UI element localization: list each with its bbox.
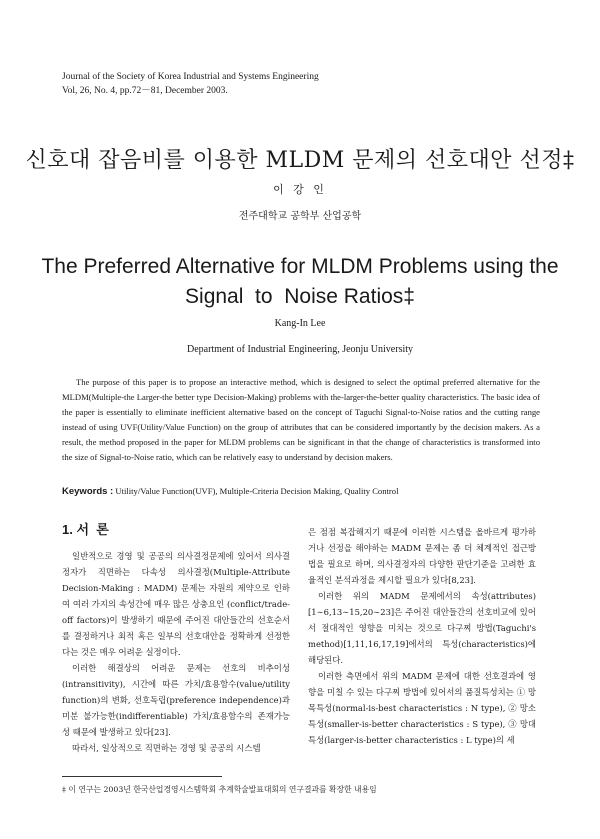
paragraph: 따라서, 일상적으로 직면하는 경영 및 공공의 시스템 xyxy=(72,743,261,753)
abstract: The purpose of this paper is to propose an interactive method, which is designed to select the optimal preferred alternative for the MLDM(Multiple-the Larger-the better type Decision-Making) problems with the-larger-the-better quality characteristics. The basic idea of the paper is essentially to eliminate inefficient alternative based on the concept of Taguchi Signal-to-Noise ratios and the cutting range instead of using UVF(Utility/Value Function) on the group of attributes that can be considered importantly by the decision makers. As a result, the method proposed in the paper for MLDM problems can be significant in that the change of characteristics is transformed into the size of Signal-to-Noise ratio, which can be relatively easy to understand by decision makers. xyxy=(62,377,540,462)
korean-author: 이 강 인 xyxy=(273,183,327,196)
keywords-text: Utility/Value Function(UVF), Multiple-Criteria Decision Making, Quality Control xyxy=(115,486,399,496)
keywords xyxy=(62,486,540,497)
right-column xyxy=(308,524,536,748)
journal-volume: Vol, 26, No. 4, pp.72－81, December 2003. xyxy=(62,86,228,96)
paragraph: 이러한 해결상의 어려운 문제는 선호의 비추이성 (intransitivity), 시간에 따른 가치/효용함수(value/utility function)의 변화, 선호독립(preference independence)과 미분 불가능한(indifferentiable) 가치/효용함수의 존재가능성 때문에 발생하고 있다[23]. xyxy=(62,663,290,737)
english-author: Kang-In Lee xyxy=(274,318,326,329)
paragraph: 이러한 위의 MADM 문제에서의 속성(attributes)[1∼6,13∼15,20∼23]은 주어진 대안들간의 선호비교에 있어서 절대적인 영향을 미치는 것으로 다구찌 방법(Taguchi's method)[1,11,16,17,19]에서의 특성(characteristics)에 해당된다. xyxy=(308,591,536,665)
english-title-line2: Signal to Noise Ratios‡ xyxy=(185,285,415,308)
section-heading: 1. 서 론 xyxy=(62,522,109,537)
journal-citation xyxy=(62,70,319,98)
paragraph: 이러한 측면에서 위의 MADM 문제에 대한 선호결과에 영향을 미칠 수 있는 다구찌 방법에 있어서의 품질특성치는 ① 망목특성(normal-is-best characteristics : N type), ② 망소특성(smaller-is-better characteristics : S type), ③ 망대특성(larger-is-better characteristics : L type)의 세 xyxy=(308,671,536,745)
english-title xyxy=(40,252,560,312)
english-affiliation: Department of Industrial Engineering, Jeonju University xyxy=(186,344,414,355)
journal-name: Journal of the Society of Korea Industrial and Systems Engineering xyxy=(62,72,319,82)
footnote-divider xyxy=(62,776,222,777)
paragraph: 일반적으로 경영 및 공공의 의사결정문제에 있어서 의사결정자가 직면하는 다속성 의사결정(Multiple-Attribute Decision-Making : MADM) 문제는 자원의 제약으로 인하여 여러 가지의 속성간에 매우 많은 상충요인 (conflict/trade-off factors)이 발생하기 때문에 주어진 대안들간의 선호순서를 결정하거나 최적 혹은 일부의 선호대안을 정확하게 선정한다는 것은 매우 어려운 실정이다. xyxy=(62,551,290,657)
paragraph: 은 점점 복잡해지기 때문에 이러한 시스템을 올바르게 평가하거나 선정을 해야하는 MADM 문제는 좀 더 체계적인 접근방법을 필요로 하며, 의사결정자의 다양한 판단기준을 고려한 효율적인 분석과정을 제시할 필요가 있다[8,23]. xyxy=(308,527,536,585)
korean-title: 신호대 잡음비를 이용한 MLDM 문제의 선호대안 선정‡ xyxy=(25,148,575,173)
footnote: ‡ 이 연구는 2003년 한국산업경영시스템학회 추계학술발표대회의 연구결과를 확장한 내용임 xyxy=(62,785,377,794)
korean-affiliation: 전주대학교 공학부 산업공학 xyxy=(238,211,362,222)
keywords-label: Keywords : xyxy=(62,486,114,497)
english-title-line1: The Preferred Alternative for MLDM Problems using the xyxy=(41,255,559,278)
left-column xyxy=(62,516,290,756)
